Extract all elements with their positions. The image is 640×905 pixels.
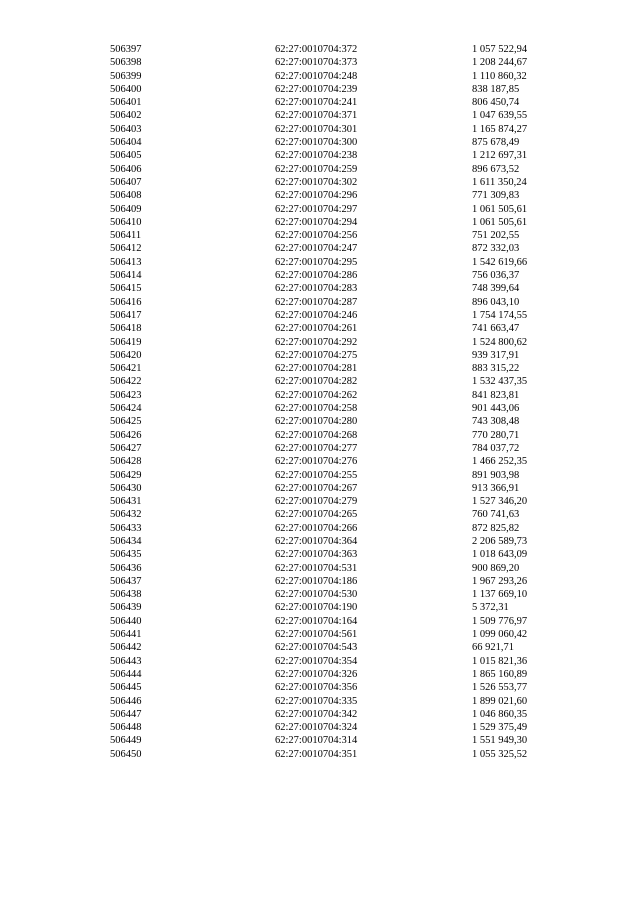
cadastral-value: 1 527 346,20 [472,496,528,508]
cadastral-number: 62:27:0010704:297 [275,203,358,215]
cadastral-value: 1 611 350,24 [472,176,527,188]
row-number: 506445 [110,682,142,694]
cadastral-value: 2 206 589,73 [472,535,528,547]
cadastral-value: 1 466 252,35 [472,456,528,468]
cadastral-number: 62:27:0010704:265 [275,509,358,521]
cadastral-number: 62:27:0010704:239 [275,83,358,95]
row-number: 506432 [110,509,142,521]
cadastral-value: 1 542 619,66 [472,256,528,268]
row-number: 506433 [110,522,142,534]
cadastral-value: 5 372,31 [472,602,509,614]
table-row [110,695,540,708]
row-number: 506427 [110,442,142,454]
table-row [110,282,540,295]
row-number: 506446 [110,695,142,707]
table-row [110,296,540,309]
cadastral-number: 62:27:0010704:277 [275,442,358,454]
cadastral-number: 62:27:0010704:292 [275,336,358,348]
table-row [110,149,540,162]
row-number: 506425 [110,416,142,428]
cadastral-value: 1 137 669,10 [472,589,528,601]
table-row [110,96,540,109]
row-number: 506449 [110,735,142,747]
cadastral-number: 62:27:0010704:324 [275,722,358,734]
table-row [110,748,540,761]
row-number: 506406 [110,163,142,175]
cadastral-number: 62:27:0010704:241 [275,97,358,109]
cadastral-number: 62:27:0010704:258 [275,403,358,415]
row-number: 506405 [110,150,142,162]
row-number: 506439 [110,602,142,614]
cadastral-number: 62:27:0010704:342 [275,708,358,720]
row-number: 506437 [110,575,142,587]
cadastral-number: 62:27:0010704:363 [275,549,358,561]
cadastral-number: 62:27:0010704:294 [275,216,358,228]
table-row [110,322,540,335]
cadastral-number: 62:27:0010704:530 [275,589,358,601]
row-number: 506417 [110,309,142,321]
table-row [110,402,540,415]
row-number: 506403 [110,123,142,135]
row-number: 506412 [110,243,142,255]
cadastral-value: 770 280,71 [472,429,520,441]
cadastral-number: 62:27:0010704:296 [275,190,358,202]
cadastral-number: 62:27:0010704:561 [275,629,358,641]
row-number: 506431 [110,496,142,508]
cadastral-number: 62:27:0010704:326 [275,668,358,680]
cadastral-number: 62:27:0010704:295 [275,256,358,268]
cadastral-number: 62:27:0010704:262 [275,389,358,401]
cadastral-value: 1 055 325,52 [472,748,528,760]
cadastral-number: 62:27:0010704:190 [275,602,358,614]
row-number: 506440 [110,615,142,627]
cadastral-number: 62:27:0010704:314 [275,735,358,747]
table-row [110,415,540,428]
cadastral-value: 760 741,63 [472,509,520,521]
cadastral-number: 62:27:0010704:246 [275,309,358,321]
table-row [110,429,540,442]
valuation-table [110,43,540,761]
cadastral-number: 62:27:0010704:372 [275,44,358,55]
table-row [110,469,540,482]
cadastral-value: 1 061 505,61 [472,203,528,215]
table-row [110,535,540,548]
table-row [110,189,540,202]
cadastral-value: 896 673,52 [472,163,520,175]
table-row [110,508,540,521]
cadastral-value: 743 308,48 [472,416,520,428]
table-row [110,562,540,575]
table-row [110,362,540,375]
row-number: 506404 [110,137,142,149]
table-row [110,43,540,56]
cadastral-number: 62:27:0010704:351 [275,748,358,760]
cadastral-number: 62:27:0010704:354 [275,655,358,667]
row-number: 506435 [110,549,142,561]
row-number: 506399 [110,70,142,82]
cadastral-value: 756 036,37 [472,270,520,282]
table-row [110,70,540,83]
cadastral-value: 748 399,64 [472,283,520,295]
row-number: 506447 [110,708,142,720]
table-row [110,136,540,149]
row-number: 506426 [110,429,142,441]
cadastral-value: 939 317,91 [472,349,520,361]
cadastral-value: 875 678,49 [472,137,520,149]
cadastral-number: 62:27:0010704:247 [275,243,358,255]
table-row [110,601,540,614]
row-number: 506442 [110,642,142,654]
cadastral-number: 62:27:0010704:256 [275,230,358,242]
row-number: 506438 [110,589,142,601]
row-number: 506407 [110,176,142,188]
row-number: 506434 [110,535,142,547]
cadastral-value: 1 524 800,62 [472,336,528,348]
cadastral-value: 1 061 505,61 [472,216,528,228]
cadastral-value: 838 187,85 [472,83,520,95]
table-row [110,455,540,468]
row-number: 506415 [110,283,142,295]
table-row [110,203,540,216]
table-row [110,655,540,668]
cadastral-value: 741 663,47 [472,323,520,335]
cadastral-number: 62:27:0010704:186 [275,575,358,587]
cadastral-value: 896 043,10 [472,296,520,308]
table-row [110,615,540,628]
row-number: 506402 [110,110,142,122]
cadastral-number: 62:27:0010704:266 [275,522,358,534]
cadastral-value: 1 047 639,55 [472,110,528,122]
row-number: 506416 [110,296,142,308]
cadastral-value: 1 529 375,49 [472,722,528,734]
cadastral-number: 62:27:0010704:373 [275,57,358,69]
cadastral-number: 62:27:0010704:279 [275,496,358,508]
cadastral-number: 62:27:0010704:282 [275,376,358,388]
cadastral-number: 62:27:0010704:302 [275,176,358,188]
table-row [110,83,540,96]
cadastral-value: 1 967 293,26 [472,575,528,587]
row-number: 506428 [110,456,142,468]
row-number: 506409 [110,203,142,215]
row-number: 506400 [110,83,142,95]
cadastral-number: 62:27:0010704:255 [275,469,358,481]
cadastral-number: 62:27:0010704:268 [275,429,358,441]
cadastral-number: 62:27:0010704:283 [275,283,358,295]
cadastral-value: 1 509 776,97 [472,615,528,627]
cadastral-value: 1 046 860,35 [472,708,528,720]
row-number: 506444 [110,668,142,680]
table-row [110,389,540,402]
cadastral-value: 883 315,22 [472,363,520,375]
row-number: 506436 [110,562,142,574]
cadastral-number: 62:27:0010704:531 [275,562,358,574]
cadastral-number: 62:27:0010704:275 [275,349,358,361]
cadastral-value: 872 825,82 [472,522,520,534]
row-number: 506422 [110,376,142,388]
table-row [110,56,540,69]
cadastral-value: 1 899 021,60 [472,695,528,707]
row-number: 506418 [110,323,142,335]
cadastral-value: 1 099 060,42 [472,629,528,641]
row-number: 506397 [110,44,142,55]
cadastral-value: 1 212 697,31 [472,150,528,162]
cadastral-value: 891 903,98 [472,469,520,481]
cadastral-number: 62:27:0010704:267 [275,482,358,494]
cadastral-value: 1 110 860,32 [472,70,527,82]
table-row [110,575,540,588]
row-number: 506430 [110,482,142,494]
table-row [110,495,540,508]
cadastral-number: 62:27:0010704:335 [275,695,358,707]
cadastral-value: 771 309,83 [472,190,520,202]
cadastral-value: 66 921,71 [472,642,514,654]
cadastral-value: 751 202,55 [472,230,520,242]
cadastral-value: 1 057 522,94 [472,44,528,55]
table-row [110,522,540,535]
cadastral-number: 62:27:0010704:281 [275,363,358,375]
row-number: 506429 [110,469,142,481]
cadastral-value: 1 754 174,55 [472,309,528,321]
table-row [110,721,540,734]
row-number: 506441 [110,629,142,641]
row-number: 506419 [110,336,142,348]
row-number: 506443 [110,655,142,667]
row-number: 506410 [110,216,142,228]
cadastral-value: 841 823,81 [472,389,520,401]
row-number: 506450 [110,748,142,760]
table-row [110,681,540,694]
cadastral-number: 62:27:0010704:248 [275,70,358,82]
table-row [110,309,540,322]
cadastral-value: 1 208 244,67 [472,57,528,69]
table-row [110,336,540,349]
table-row [110,734,540,747]
cadastral-value: 1 015 821,36 [472,655,528,667]
cadastral-value: 872 332,03 [472,243,520,255]
table-row [110,708,540,721]
row-number: 506420 [110,349,142,361]
cadastral-value: 1 018 643,09 [472,549,528,561]
cadastral-value: 900 869,20 [472,562,520,574]
table-row [110,548,540,561]
cadastral-number: 62:27:0010704:259 [275,163,358,175]
table-row [110,628,540,641]
cadastral-number: 62:27:0010704:238 [275,150,358,162]
table-row [110,176,540,189]
row-number: 506408 [110,190,142,202]
table-row [110,442,540,455]
row-number: 506401 [110,97,142,109]
cadastral-number: 62:27:0010704:276 [275,456,358,468]
cadastral-value: 784 037,72 [472,442,520,454]
table-row [110,269,540,282]
cadastral-value: 1 865 160,89 [472,668,528,680]
table-row [110,123,540,136]
row-number: 506413 [110,256,142,268]
cadastral-number: 62:27:0010704:300 [275,137,358,149]
row-number: 506411 [110,230,142,242]
cadastral-value: 1 551 949,30 [472,735,528,747]
cadastral-value: 806 450,74 [472,97,520,109]
table-row [110,109,540,122]
cadastral-number: 62:27:0010704:356 [275,682,358,694]
table-row [110,216,540,229]
row-number: 506448 [110,722,142,734]
row-number: 506398 [110,57,142,69]
cadastral-value: 1 526 553,77 [472,682,528,694]
table-row [110,349,540,362]
cadastral-number: 62:27:0010704:543 [275,642,358,654]
table-row [110,588,540,601]
row-number: 506414 [110,270,142,282]
cadastral-number: 62:27:0010704:301 [275,123,358,135]
table-row [110,229,540,242]
cadastral-value: 901 443,06 [472,403,520,415]
cadastral-number: 62:27:0010704:364 [275,535,358,547]
table-row [110,668,540,681]
row-number: 506424 [110,403,142,415]
table-row [110,242,540,255]
cadastral-number: 62:27:0010704:261 [275,323,358,335]
table-row [110,256,540,269]
cadastral-value: 1 532 437,35 [472,376,528,388]
table-row [110,482,540,495]
cadastral-value: 1 165 874,27 [472,123,528,135]
cadastral-number: 62:27:0010704:280 [275,416,358,428]
row-number: 506421 [110,363,142,375]
cadastral-number: 62:27:0010704:371 [275,110,358,122]
table-row [110,163,540,176]
cadastral-number: 62:27:0010704:286 [275,270,358,282]
cadastral-number: 62:27:0010704:164 [275,615,358,627]
table-row [110,641,540,654]
cadastral-number: 62:27:0010704:287 [275,296,358,308]
cadastral-value: 913 366,91 [472,482,520,494]
table-row [110,375,540,388]
row-number: 506423 [110,389,142,401]
